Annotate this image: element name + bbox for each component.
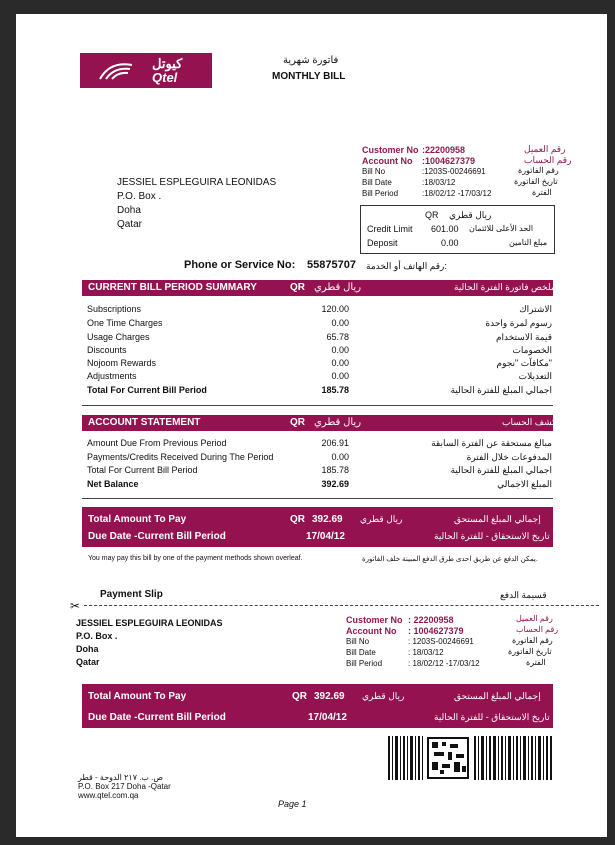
wifi-swoosh-icon xyxy=(80,53,212,88)
statement-row-value: 206.91 xyxy=(321,438,349,448)
summary-total-arabic: اجمالي المبلغ للفترة الحالية xyxy=(450,385,552,395)
net-balance-value: 392.69 xyxy=(321,479,349,489)
bill-period-label: Bill Period xyxy=(362,189,399,198)
statement-row-value: 185.78 xyxy=(321,465,349,475)
scissors-icon: ✂ xyxy=(70,599,81,613)
statement-row-label: Amount Due From Previous Period xyxy=(87,438,227,448)
summary-row-arabic: رسوم لمرة واحدة xyxy=(485,318,552,328)
statement-header-band xyxy=(82,415,557,431)
slip-bill-period-value: : 18/02/12 -17/03/12 xyxy=(408,659,480,668)
bill-period-value: :18/02/12 -17/03/12 xyxy=(422,189,492,198)
customer-no-label: Customer No xyxy=(362,145,419,155)
summary-row-arabic: مكافآت "نجوم" xyxy=(496,358,552,368)
bill-no-label: Bill No xyxy=(362,167,386,176)
account-no-arabic: رقم الحساب xyxy=(524,155,572,165)
slip-account-no-arabic: رقم الحساب xyxy=(516,625,559,634)
title-arabic: فاتورة شهرية xyxy=(283,55,339,66)
slip-account-no-label: Account No xyxy=(346,626,397,636)
total-amount-currency: QR xyxy=(290,514,305,525)
summary-row-value: 120.00 xyxy=(321,304,349,314)
cut-line xyxy=(84,605,599,606)
credit-limit-arabic: الحد الأعلى للائتمان xyxy=(469,224,534,233)
slip-bill-period-arabic: الفترة xyxy=(526,658,546,667)
slip-customer-no-arabic: رقم العميل xyxy=(516,614,553,623)
slip-bill-no-value: : 1203S-00246691 xyxy=(408,637,474,646)
total-amount-band xyxy=(82,507,553,547)
summary-total-value: 185.78 xyxy=(321,385,349,395)
customer-name: JESSIEL ESPLEGUIRA LEONIDAS xyxy=(117,177,277,188)
slip-total-band xyxy=(82,684,553,728)
footer-address: P.O. Box 217 Doha -Qatar xyxy=(78,782,171,791)
bill-page xyxy=(16,14,607,837)
total-amount-arabic: إجمالي المبلغ المستحق xyxy=(454,514,541,524)
summary-row-value: 65.78 xyxy=(326,332,349,342)
slip-country: Qatar xyxy=(76,657,100,667)
qtel-logo xyxy=(80,53,212,88)
slip-total-currency: QR xyxy=(292,691,307,702)
statement-header-arabic: كشف الحساب xyxy=(502,417,557,427)
slip-due-date-label: Due Date -Current Bill Period xyxy=(88,712,226,723)
slip-total-amount-label: Total Amount To Pay xyxy=(88,691,187,702)
credit-limit-label: Credit Limit xyxy=(367,224,413,234)
summary-row-arabic: الخصومات xyxy=(512,345,552,355)
slip-po-box: P.O. Box . xyxy=(76,631,118,641)
logo-arabic-text: كيوتل xyxy=(152,56,183,71)
summary-total-label: Total For Current Bill Period xyxy=(87,385,207,395)
summary-row-label: One Time Charges xyxy=(87,318,163,328)
slip-customer-no-value: : 22200958 xyxy=(408,615,454,625)
statement-row-label: Total For Current Bill Period xyxy=(87,465,198,475)
phone-label: Phone or Service No: xyxy=(184,259,296,271)
statement-divider xyxy=(82,498,553,499)
credit-box xyxy=(360,205,555,254)
summary-header-arabic: ملخص فاتورة الفترة الحالية xyxy=(454,282,556,292)
deposit-arabic: مبلغ التامين xyxy=(509,238,548,247)
slip-bill-no-label: Bill No xyxy=(346,637,370,646)
slip-total-amount-value: 392.69 xyxy=(314,691,345,702)
payment-slip-title-arabic: قسيمة الدفع xyxy=(500,590,547,600)
page-title: MONTHLY BILL xyxy=(272,71,346,82)
customer-no-arabic: رقم العميل xyxy=(524,144,566,154)
statement-currency-arabic: ريال قطري xyxy=(314,417,362,428)
footer-website[interactable]: www.qtel.com.qa xyxy=(78,791,139,800)
summary-row-value: 0.00 xyxy=(331,345,349,355)
slip-bill-date-value: : 18/03/12 xyxy=(408,648,444,657)
account-no-value: :1004627379 xyxy=(422,156,476,166)
deposit-label: Deposit xyxy=(367,238,398,248)
customer-country: Qatar xyxy=(117,219,143,230)
barcode xyxy=(388,736,552,780)
summary-currency: QR xyxy=(290,282,305,293)
account-no-label: Account No xyxy=(362,156,413,166)
slip-bill-date-arabic: تاريخ الفاتورة xyxy=(508,647,552,656)
summary-row-label: Discounts xyxy=(87,345,127,355)
slip-due-date-value: 17/04/12 xyxy=(308,712,347,723)
page-number: Page 1 xyxy=(278,799,307,809)
slip-customer-name: JESSIEL ESPLEGUIRA LEONIDAS xyxy=(76,618,223,628)
slip-bill-period-label: Bill Period xyxy=(346,659,383,668)
footer-address-arabic: ص. ب. ٢١٧ الدوحة - قطر xyxy=(78,773,164,782)
customer-po-box: P.O. Box . xyxy=(117,191,162,202)
statement-header: ACCOUNT STATEMENT xyxy=(88,417,201,428)
slip-total-amount-arabic: إجمالي المبلغ المستحق xyxy=(454,691,541,701)
customer-city: Doha xyxy=(117,205,141,216)
summary-row-arabic: قيمة الاستخدام xyxy=(495,332,552,342)
statement-currency: QR xyxy=(290,417,305,428)
statement-row-arabic: اجمالي المبلغ للفترة الحالية xyxy=(450,465,552,475)
summary-row-value: 0.00 xyxy=(331,371,349,381)
summary-row-value: 0.00 xyxy=(331,318,349,328)
total-amount-value: 392.69 xyxy=(312,514,343,525)
summary-row-label: Nojoom Rewards xyxy=(87,358,157,368)
deposit-value: 0.00 xyxy=(441,238,459,248)
payment-note-arabic: يمكن الدفع عن طريق احدى طرق الدفع المبينة خلف الفاتورة. xyxy=(362,556,538,563)
slip-account-no-value: : 1004627379 xyxy=(408,626,464,636)
statement-row-arabic: المدفوعات خلال الفترة xyxy=(466,452,552,462)
credit-limit-value: 601.00 xyxy=(431,224,459,234)
statement-row-arabic: مبالغ مستحقة عن الفترة السابقة xyxy=(431,438,552,448)
slip-due-date-arabic: تاريخ الاستحقاق - للفترة الحالية xyxy=(434,712,550,722)
summary-currency-arabic: ريال قطري xyxy=(314,282,362,293)
summary-header-band xyxy=(82,280,556,296)
summary-row-value: 0.00 xyxy=(331,358,349,368)
credit-currency: QR xyxy=(425,210,439,220)
slip-city: Doha xyxy=(76,644,99,654)
summary-row-arabic: الاشتراك xyxy=(519,304,552,314)
slip-bill-no-arabic: رقم الفاتورة xyxy=(512,636,553,645)
statement-row-value: 0.00 xyxy=(331,452,349,462)
summary-header: CURRENT BILL PERIOD SUMMARY xyxy=(88,282,257,293)
slip-bill-date-label: Bill Date xyxy=(346,648,376,657)
phone-label-arabic: رقم الهاتف أو الخدمة: xyxy=(366,261,447,271)
slip-customer-no-label: Customer No xyxy=(346,615,403,625)
slip-total-currency-arabic: ريال قطري xyxy=(362,691,405,701)
barcode-graphic xyxy=(388,736,552,780)
bill-period-arabic: الفترة xyxy=(532,188,552,197)
summary-row-label: Usage Charges xyxy=(87,332,150,342)
summary-row-label: Adjustments xyxy=(87,371,137,381)
bill-date-arabic: تاريخ الفاتورة xyxy=(514,177,558,186)
summary-divider xyxy=(82,405,553,406)
due-date-label: Due Date -Current Bill Period xyxy=(88,531,226,542)
phone-number: 55875707 xyxy=(307,259,356,271)
net-balance-arabic: المبلغ الاجمالي xyxy=(497,479,552,489)
bill-date-label: Bill Date xyxy=(362,178,392,187)
payment-note: You may pay this bill by one of the payment methods shown overleaf. xyxy=(88,555,303,562)
summary-row-arabic: التعديلات xyxy=(518,371,552,381)
due-date-arabic: تاريخ الاستحقاق - للفترة الحالية xyxy=(434,531,550,541)
total-amount-label: Total Amount To Pay xyxy=(88,514,187,525)
bill-date-value: :18/03/12 xyxy=(422,178,456,187)
bill-no-value: :1203S-00246691 xyxy=(422,167,486,176)
logo-english-text: Qtel xyxy=(152,70,178,85)
statement-row-label: Payments/Credits Received During The Period xyxy=(87,452,274,462)
total-amount-currency-arabic: ريال قطري xyxy=(360,514,403,524)
credit-currency-arabic: ريال قطري xyxy=(449,210,492,220)
payment-slip-title: Payment Slip xyxy=(100,589,163,600)
summary-row-label: Subscriptions xyxy=(87,304,142,314)
customer-no-value: :22200958 xyxy=(422,145,466,155)
net-balance-label: Net Balance xyxy=(87,479,139,489)
bill-no-arabic: رقم الفاتورة xyxy=(518,166,559,175)
due-date-value: 17/04/12 xyxy=(306,531,345,542)
